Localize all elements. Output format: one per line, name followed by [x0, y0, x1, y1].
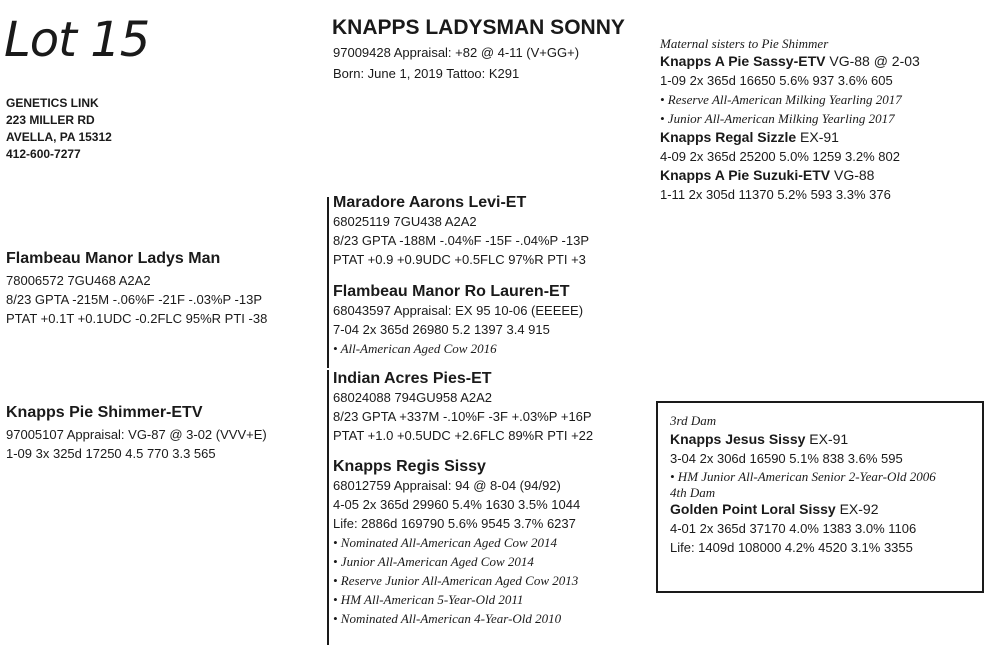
lot-number: Lot 15: [4, 12, 150, 68]
sire-line: 8/23 GPTA -215M -.06%F -21F -.03%P -13P: [6, 292, 263, 307]
sister-line: 4-09 2x 365d 25200 5.0% 1259 3.2% 802: [660, 149, 900, 164]
dam-dam-note: • Nominated All-American 4-Year-Old 2010: [333, 611, 562, 626]
dam-line: 1-09 3x 325d 17250 4.5 770 3.3 565: [6, 446, 216, 461]
dam-sire-line: 8/23 GPTA +337M -.10%F -3F +.03%P +16P: [333, 409, 592, 424]
sister-note: • Reserve All-American Milking Yearling 2017: [660, 92, 902, 107]
sister-name: Knapps A Pie Sassy-ETV: [660, 53, 826, 69]
dam-dam-line: Life: 2886d 169790 5.6% 9545 3.7% 6237: [333, 516, 576, 531]
sire-dam-block: [333, 283, 583, 358]
sister-note: • Junior All-American Milking Yearling 2017: [660, 111, 895, 126]
sire-dam-line: 68043597 Appraisal: EX 95 10-06 (EEEEE): [333, 303, 584, 318]
consignor-street: 223 MILLER RD: [6, 113, 95, 127]
ancestry-box-content: [670, 411, 936, 557]
maternal-heading: Maternal sisters to Pie Shimmer: [660, 36, 829, 51]
fourth-dam-line: Life: 1409d 108000 4.2% 4520 3.1% 3355: [670, 540, 913, 555]
ancestry-box: [656, 401, 984, 593]
dam-dam-note: • HM All-American 5-Year-Old 2011: [333, 592, 524, 607]
dam-dam-line: 4-05 2x 365d 29960 5.4% 1630 3.5% 1044: [333, 497, 581, 512]
sister-name-line: [660, 128, 920, 147]
sire-block: [6, 250, 267, 328]
dam-dam-note: • Junior All-American Aged Cow 2014: [333, 554, 534, 569]
sister-score: EX-91: [796, 129, 839, 145]
fourth-dam-heading: 4th Dam: [670, 485, 716, 500]
dam-bracket: [327, 370, 329, 645]
dam-sire-line: PTAT +1.0 +0.5UDC +2.6FLC 89%R PTI +22: [333, 428, 594, 443]
dam-sire-block: [333, 370, 593, 445]
fourth-dam-line: 4-01 2x 365d 37170 4.0% 1383 3.0% 1106: [670, 521, 917, 536]
sire-dam-name: Flambeau Manor Ro Lauren-ET: [333, 283, 570, 300]
dam-name: Knapps Pie Shimmer-ETV: [6, 404, 203, 421]
sire-line: 78006572 7GU468 A2A2: [6, 273, 151, 288]
sister-name-line: [660, 52, 920, 71]
dam-sire-line: 68024088 794GU958 A2A2: [333, 390, 493, 405]
sister-score: VG-88: [830, 167, 875, 183]
dam-dam-note: • Nominated All-American Aged Cow 2014: [333, 535, 557, 550]
consignor-block: [6, 95, 112, 163]
third-dam-heading: 3rd Dam: [670, 413, 717, 428]
animal-reg-line: 97009428 Appraisal: +82 @ 4-11 (V+GG+): [333, 45, 580, 60]
sire-line: PTAT +0.1T +0.1UDC -0.2FLC 95%R PTI -38: [6, 311, 268, 326]
sire-sire-block: [333, 194, 589, 269]
sire-dam-line: 7-04 2x 365d 26980 5.2 1397 3.4 915: [333, 322, 550, 337]
sister-name: Knapps A Pie Suzuki-ETV: [660, 167, 831, 183]
sister-line: 1-11 2x 305d 11370 5.2% 593 3.3% 376: [660, 187, 891, 202]
animal-name: KNAPPS LADYSMAN SONNY: [332, 16, 625, 39]
sire-bracket: [327, 197, 329, 368]
sire-sire-line: PTAT +0.9 +0.9UDC +0.5FLC 97%R PTI +3: [333, 252, 586, 267]
sire-name: Flambeau Manor Ladys Man: [6, 250, 221, 267]
fourth-dam-name-line: [670, 500, 936, 519]
third-dam-line: 3-04 2x 306d 16590 5.1% 838 3.6% 595: [670, 451, 903, 466]
third-dam-name: Knapps Jesus Sissy: [670, 431, 806, 447]
dam-dam-block: [333, 458, 580, 628]
consignor-city: AVELLA, PA 15312: [6, 130, 112, 144]
sire-sire-line: 68025119 7GU438 A2A2: [333, 214, 477, 229]
dam-line: 97005107 Appraisal: VG-87 @ 3-02 (VVV+E): [6, 427, 267, 442]
dam-sire-name: Indian Acres Pies-ET: [333, 370, 492, 387]
sire-sire-name: Maradore Aarons Levi-ET: [333, 194, 527, 211]
sister-name-line: [660, 166, 920, 185]
consignor-phone: 412-600-7277: [6, 147, 81, 161]
dam-dam-note: • Reserve Junior All-American Aged Cow 2013: [333, 573, 579, 588]
sister-name: Knapps Regal Sizzle: [660, 129, 797, 145]
third-dam-name-line: [670, 430, 936, 449]
sire-dam-note: • All-American Aged Cow 2016: [333, 341, 497, 356]
third-dam-note: • HM Junior All-American Senior 2-Year-Old 2006: [670, 469, 936, 484]
dam-dam-name: Knapps Regis Sissy: [333, 458, 486, 475]
maternal-sisters-block: [660, 35, 920, 204]
dam-block: [6, 404, 267, 463]
consignor-name: GENETICS LINK: [6, 96, 99, 110]
sister-line: 1-09 2x 365d 16650 5.6% 937 3.6% 605: [660, 73, 893, 88]
sire-sire-line: 8/23 GPTA -188M -.04%F -15F -.04%P -13P: [333, 233, 590, 248]
animal-born-line: Born: June 1, 2019 Tattoo: K291: [333, 66, 520, 81]
dam-dam-line: 68012759 Appraisal: 94 @ 8-04 (94/92): [333, 478, 561, 493]
sister-score: VG-88 @ 2-03: [825, 53, 920, 69]
fourth-dam-score: EX-92: [835, 501, 879, 517]
fourth-dam-name: Golden Point Loral Sissy: [670, 501, 836, 517]
third-dam-score: EX-91: [805, 431, 849, 447]
